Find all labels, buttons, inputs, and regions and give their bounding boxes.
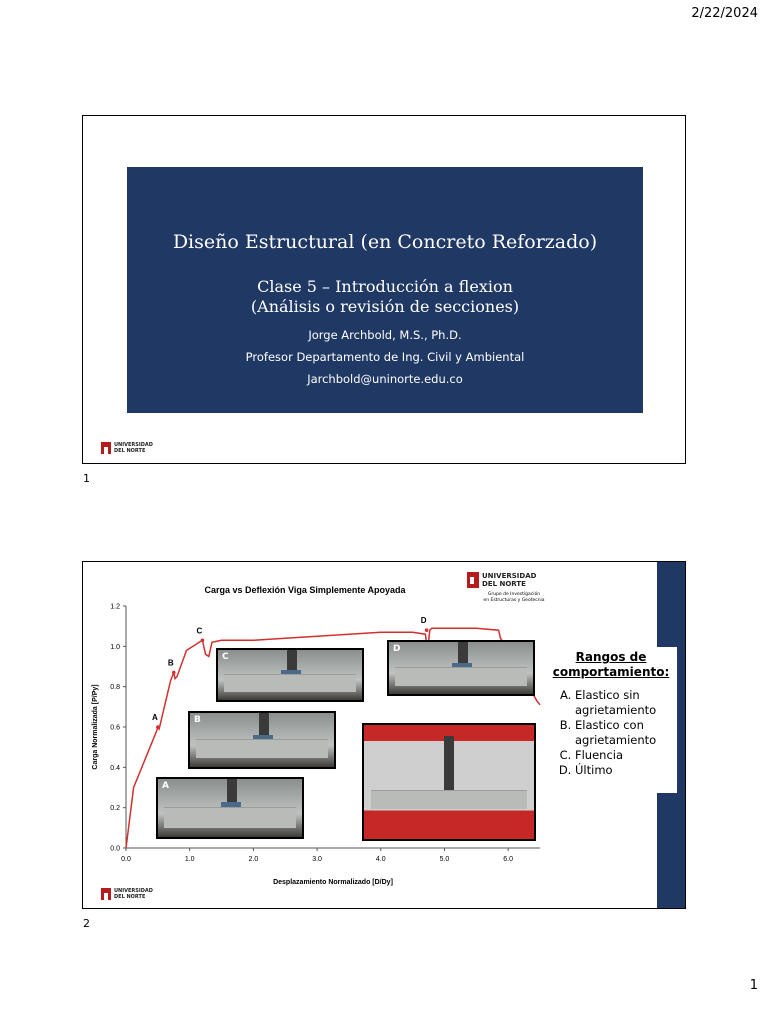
slide-2 — [82, 561, 686, 909]
photo-label-d: D — [393, 644, 401, 654]
photo-d — [387, 640, 535, 696]
photo-b — [188, 711, 336, 769]
annotation-point — [425, 628, 429, 632]
university-logo-3 — [101, 888, 153, 900]
logo-line-1b: UNIVERSIDAD — [482, 572, 537, 580]
group-line-1: Grupo de Investigación — [487, 592, 541, 597]
logo-line-2: DEL NORTE — [114, 448, 146, 454]
ranges-title-line-2: comportamiento: — [552, 665, 670, 679]
logo-mark-icon-3 — [101, 888, 111, 900]
photo-label-c: C — [222, 652, 229, 662]
y-tick-label: 0.8 — [110, 684, 120, 692]
annotation-point — [201, 638, 205, 642]
group-line-2: en Estructuras y Geotecnia — [483, 598, 545, 603]
slide-number-1: 1 — [83, 472, 90, 485]
slide-number-2: 2 — [83, 917, 90, 930]
x-tick-label: 3.0 — [312, 856, 322, 863]
x-tick-label: 4.0 — [375, 856, 386, 863]
y-tick-label: 0.0 — [110, 845, 120, 853]
author-block — [127, 324, 643, 390]
logo-line-1: UNIVERSIDAD — [114, 442, 153, 448]
logo-line-2b: DEL NORTE — [482, 580, 526, 588]
university-logo — [101, 442, 153, 454]
research-group — [475, 592, 553, 604]
logo-mark-icon — [101, 442, 111, 454]
slide-1 — [82, 115, 686, 464]
y-tick-label: 1.2 — [110, 603, 120, 611]
x-tick-label: 0.0 — [121, 856, 131, 863]
y-tick-label: 0.4 — [110, 764, 120, 772]
logo-line-1c: UNIVERSIDAD — [114, 888, 153, 894]
x-tick-label: 1.0 — [184, 856, 195, 863]
class-subtitle-2: (Análisis o revisión de secciones) — [250, 297, 520, 316]
annotation-label: D — [420, 616, 427, 626]
class-subtitle: Clase 5 – Introducción a flexion — [257, 277, 513, 296]
page-number: 1 — [749, 978, 758, 993]
annotation-label: A — [151, 713, 158, 722]
photo-test-rig — [362, 723, 536, 841]
x-tick-label: 6.0 — [503, 856, 514, 863]
y-tick-label: 0.2 — [110, 805, 120, 813]
title-box — [127, 167, 643, 413]
y-axis-label: Carga Normalizada [P/Py] — [92, 684, 99, 770]
x-tick-label: 5.0 — [439, 856, 450, 863]
annotation-label: B — [167, 658, 174, 668]
ranges-title-line-1: Rangos de — [575, 650, 647, 664]
range-item: D. Último — [575, 763, 677, 778]
page-date: 2/22/2024 — [691, 6, 758, 21]
photo-label-a: A — [162, 781, 169, 791]
y-tick-label: 1.0 — [110, 643, 120, 651]
author-name: Jorge Archbold, M.S., Ph.D. — [308, 328, 462, 342]
logo-mark-icon-2 — [467, 572, 479, 588]
photo-c — [216, 648, 364, 702]
range-item: C. Fluencia — [575, 748, 677, 763]
annotation-label: C — [196, 626, 203, 636]
course-title: Diseño Estructural (en Concreto Reforzado) — [172, 231, 598, 253]
x-tick-label: 2.0 — [248, 856, 259, 863]
annotation-point — [172, 671, 176, 675]
photo-label-b: B — [194, 715, 201, 725]
photo-a — [156, 777, 304, 839]
range-item: B. Elastico con agrietamiento — [575, 718, 677, 748]
y-tick-label: 0.6 — [110, 724, 120, 732]
annotation-point — [156, 725, 160, 729]
logo-line-2c: DEL NORTE — [114, 894, 146, 900]
author-email: Jarchbold@uninorte.edu.co — [307, 372, 463, 386]
author-position: Profesor Departamento de Ing. Civil y Ambiental — [245, 350, 525, 364]
ranges-list — [545, 688, 677, 778]
chart-title: Carga vs Deflexión Viga Simplemente Apoyada — [204, 585, 406, 595]
range-item: A. Elastico sin agrietamiento — [575, 688, 677, 718]
behavior-ranges — [545, 647, 677, 793]
x-axis-label: Desplazamiento Normalizado [D/Dy] — [273, 879, 393, 886]
university-logo-2 — [467, 572, 536, 588]
